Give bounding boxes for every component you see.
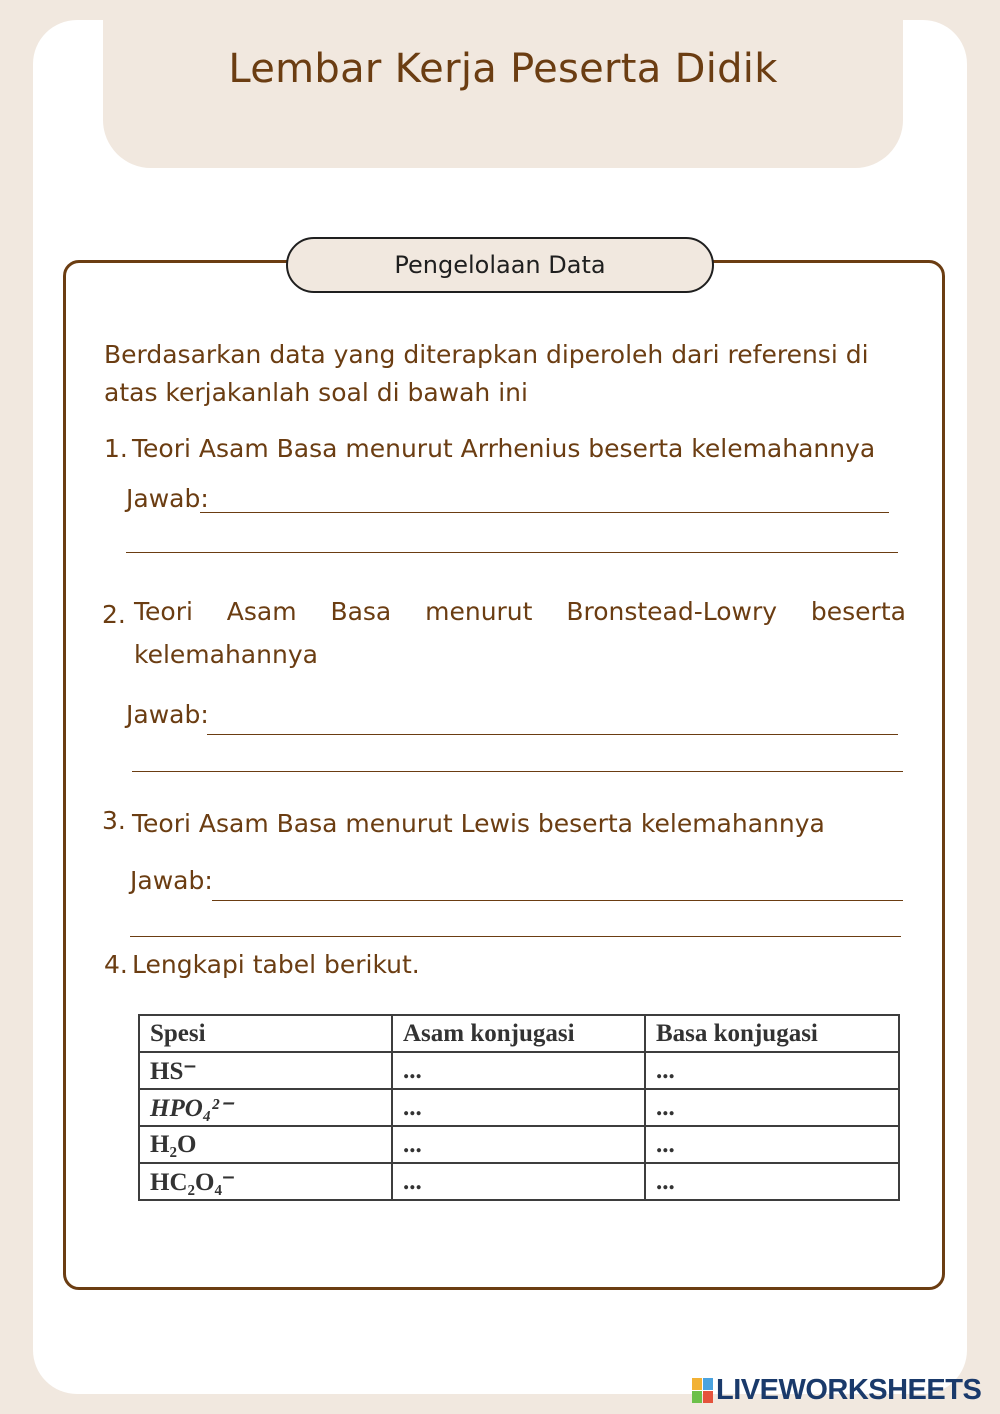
question-3-answer-label: Jawab: [130, 866, 213, 895]
question-1-text: Teori Asam Basa menurut Arrhenius beserta kelemahannya [132, 434, 876, 463]
table-cell-answer[interactable]: ... [392, 1126, 645, 1163]
question-3-answer-line-2[interactable] [130, 936, 901, 937]
question-2-word: Basa [330, 597, 392, 626]
question-3-text: Teori Asam Basa menurut Lewis beserta kelemahannya [132, 809, 825, 838]
table-cell-answer[interactable]: ... [392, 1163, 645, 1200]
brand-text: LIVEWORKSHEETS [716, 1373, 982, 1406]
header-banner [103, 0, 903, 168]
question-2-word: beserta [810, 597, 906, 626]
question-2-text-line-2: kelemahannya [134, 640, 318, 669]
table-cell-answer[interactable]: ... [645, 1089, 899, 1126]
question-1-number: 1. [104, 434, 128, 463]
table-cell-answer[interactable]: ... [392, 1089, 645, 1126]
question-2-number: 2. [102, 600, 126, 629]
table-cell-species: H₂O [139, 1126, 392, 1163]
question-2-word: Asam [226, 597, 297, 626]
table-cell-species: HC₂O₄⁻ [139, 1163, 392, 1200]
question-2-word: menurut [425, 597, 533, 626]
table-header-cell: Asam konjugasi [392, 1015, 645, 1052]
question-2-answer-line-1[interactable] [207, 734, 898, 735]
question-1-answer-line-1[interactable] [200, 512, 889, 513]
table-header-cell: Spesi [139, 1015, 392, 1052]
table-row [139, 1089, 899, 1126]
question-1-answer-line-2[interactable] [126, 552, 898, 553]
table-row [139, 1052, 899, 1089]
question-3-number: 3. [102, 806, 126, 835]
question-1-answer-label: Jawab: [126, 484, 209, 513]
table-cell-answer[interactable]: ... [645, 1052, 899, 1089]
table-row [139, 1126, 899, 1163]
question-4-number: 4. [104, 950, 128, 979]
table-cell-answer[interactable]: ... [645, 1163, 899, 1200]
question-2-word: Bronstead-Lowry [566, 597, 778, 626]
section-title: Pengelolaan Data [286, 237, 714, 293]
question-2-answer-line-2[interactable] [132, 771, 903, 772]
question-2-answer-label: Jawab: [126, 700, 209, 729]
conjugate-table [138, 1014, 900, 1201]
page-title: Lembar Kerja Peserta Didik [228, 46, 778, 92]
question-4-text: Lengkapi tabel berikut. [132, 950, 420, 979]
question-3-answer-line-1[interactable] [212, 900, 903, 901]
question-2-text-line-1 [134, 597, 906, 626]
liveworksheets-logo-icon [692, 1378, 712, 1402]
table-cell-species: HS⁻ [139, 1052, 392, 1089]
table-cell-answer[interactable]: ... [392, 1052, 645, 1089]
table-header-cell: Basa konjugasi [645, 1015, 899, 1052]
table-cell-species: HPO₄²⁻ [139, 1089, 392, 1126]
liveworksheets-brand[interactable] [692, 1374, 981, 1406]
table-cell-answer[interactable]: ... [645, 1126, 899, 1163]
table-row [139, 1163, 899, 1200]
question-2-word: Teori [134, 597, 193, 626]
table-header-row [139, 1015, 899, 1052]
intro-text: Berdasarkan data yang diterapkan diperoleh dari referensi di atas kerjakanlah soal di bawah ini [104, 340, 869, 407]
